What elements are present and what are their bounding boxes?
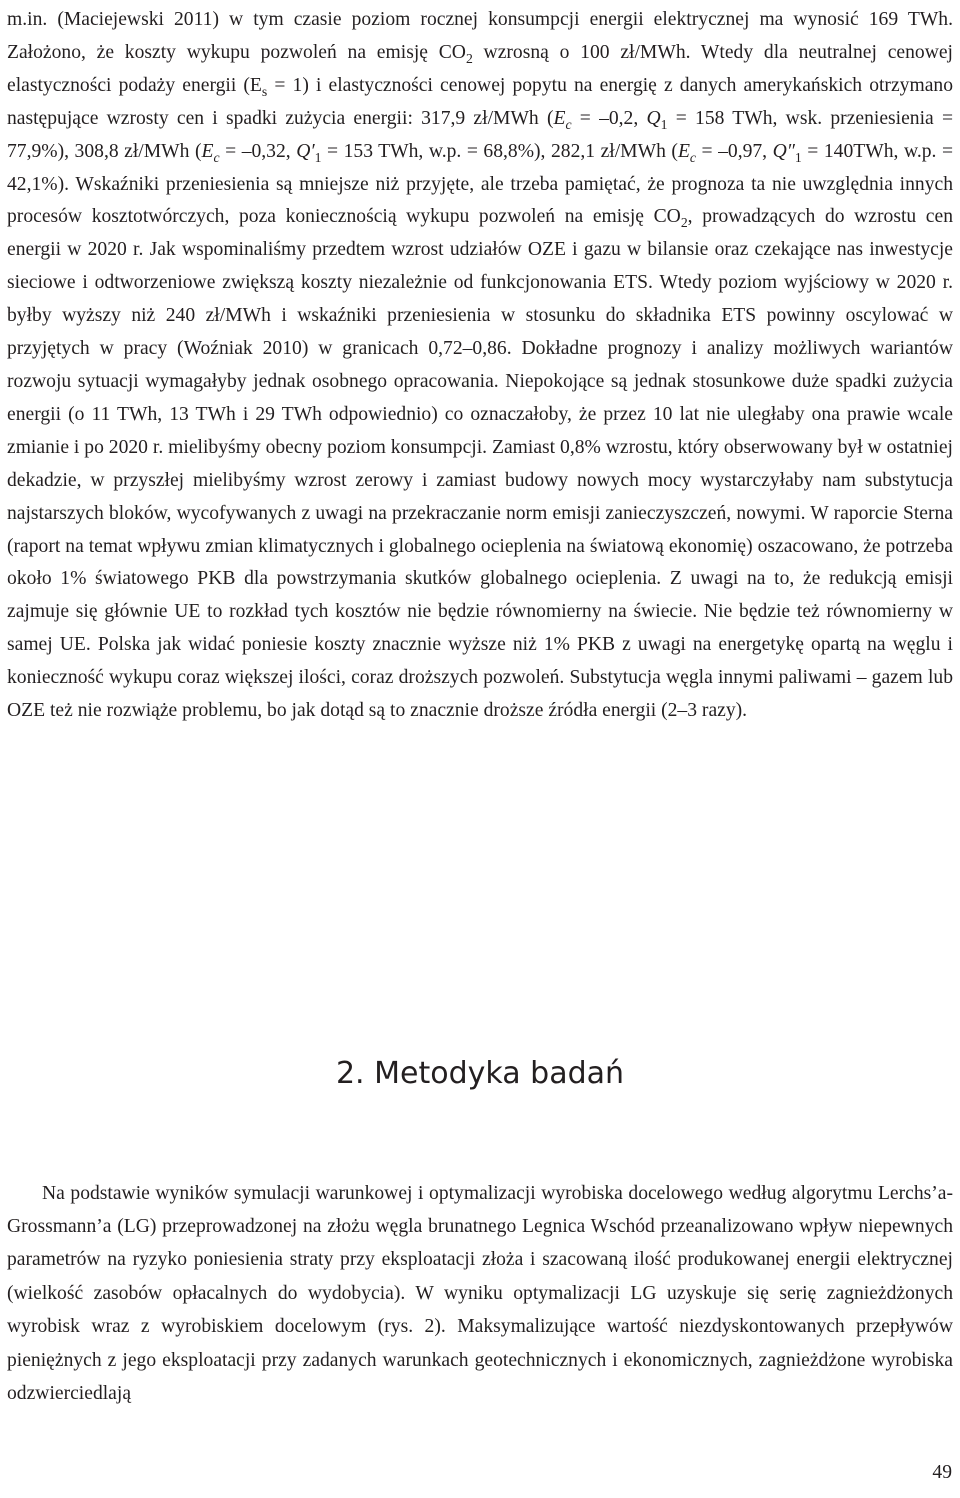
text-run: = 153 TWh, w.p. = 68,8%), 282,1 zł/MWh ( [321,140,678,162]
math-symbol: E [553,107,566,129]
text-run: = 1) i elastyczności cenowej popytu na energię z danych amerykańskich otrzymano następujące wzrosty cen i spadki zużycia energii: 317,9 zł/MWh ( [7,74,953,129]
math-symbol: Q′ [296,140,315,162]
text-run: , prowadzących do wzrostu cen energii w 2020 r. Jak wspominaliśmy przedtem wzrost udziałów OZE i gazu w bilansie oraz czekające nas inwestycje sieciowe i odtworzeniowe zwiększą koszty niezależnie od funkcjonowania ETS. Wtedy poziom wyjściowy w 2020 r. byłby wyższy niż 240 zł/MWh i wskaźniki przeniesienia w stosunku do składnika ETS powinny oscylować w przyjętych w pracy (Woźniak 2010) w granicach 0,72–0,86. Dokładne prognozy i analizy możliwych wariantów rozwoju sytuacji wymagałyby jednak osobnego opracowania. Niepokojące są jednak stosunkowe duże spadki zużycia energii (o 11 TWh, 13 TWh i 29 TWh odpowiednio) co oznaczałoby, że przez 10 lat nie uległaby ona prawie wcale zmianie i po 2020 r. mielibyśmy obecny poziom konsumpcji. Zamiast 0,8% wzrostu, który obserwowany był w ostatniej dekadzie, w przyszłej mielibyśmy wzrost zerowy i zamiast budowy nowych mocy wystarczyłaby nam substytucja najstarszych bloków, wycofywanych z uwagi na przekraczanie norm emisji zanieczyszczeń, nowymi. W raporcie Sterna (raport na temat wpływu zmian klimatycznych i globalnego ocieplenia na światową ekonomię) oszacowano, że potrzeba około 1% światowego PKB dla powstrzymania skutków globalnego ocieplenia. Z uwagi na to, że redukcją emisji zajmuje się głównie UE to rozkład tych kosztów nie będzie równomierny na świecie. Nie będzie też równomierny w samej UE. Polska jak widać poniesie koszty znacznie wyższe niż 1% PKB z uwagi na energetykę opartą na węglu i konieczność wykupu coraz większej ilości, coraz droższych pozwoleń. Substytucja węgla innymi paliwami – gazem lub OZE też nie rozwiąże problemu, bo jak dotąd są to znacznie droższe źródła energii (2–3 razy). [7,206,953,722]
subscript: 2 [465,50,473,66]
subscript: c [565,116,572,132]
math-symbol: E [201,140,214,162]
body-text-block-2 [7,1157,953,1430]
math-symbol: Q″ [772,140,795,162]
subscript: 1 [660,116,668,132]
subscript: 1 [794,149,802,165]
text-run: = 140TWh, w.p. = 42,1%). Wskaźniki przeniesienia są mniejsze niż przyjęte, ale trzeba pamiętać, że prognoza ta nie uwzględnia innych procesów kosztotwórczych, poza koniecznością wykupu pozwoleń na emisję CO [7,140,954,228]
paragraph-methodology: Na podstawie wyników symulacji warunkowej i optymalizacji wyrobiska docelowego według algorytmu Lerchs’a-Grossmann’a (LG) przeprowadzonej na złożu węgla brunatnego Legnica Wschód przeanalizowano wpływ niepewnych parametrów na ryzyko poniesienia straty przy eksploatacji złoża i szacowaną ilość produkowanej energii elektrycznej (wielkość zasobów opłacalnych do wydobycia). W wyniku optymalizacji LG uzyskuje się serię zagnieżdżonych wyrobisk wraz z wyrobiskiem docelowym (rys. 2). Maksymalizujące wartość niezdyskontowanych przepływów pieniężnych z jego eksploatacji przy zadanych warunkach geotechnicznych i ekonomicznych, zagnieżdżone wyrobiska odzwierciedlają [7,1182,953,1405]
text-run: = –0,97, [696,140,773,162]
math-symbol: E [677,140,690,162]
text-run: wzrosną o 100 zł/MWh. Wtedy dla neutralnej cenowej elastyczności podaży energii (E [7,41,953,96]
subscript: s [261,83,268,99]
subscript: c [689,149,696,165]
subscript: 1 [314,149,322,165]
text-run: = –0,32, [219,140,297,162]
page-number: 49 [932,1462,952,1483]
text-run: = –0,2, [571,107,647,129]
math-symbol: Q [646,107,661,129]
section-heading: 2. Metodyka badań [335,1056,625,1091]
paragraph-continued [7,4,953,728]
body-text-block [7,4,953,728]
subscript: 2 [680,215,688,231]
text-run: = 158 TWh, wsk. przeniesienia = 77,9%), 308,8 zł/MWh ( [7,107,954,162]
subscript: c [213,149,220,165]
text-run: m.in. (Maciejewski 2011) w tym czasie poziom rocznej konsumpcji energii elektrycznej ma wynosić 169 TWh. Założono, że koszty wykupu pozwoleń na emisję CO [7,9,953,63]
